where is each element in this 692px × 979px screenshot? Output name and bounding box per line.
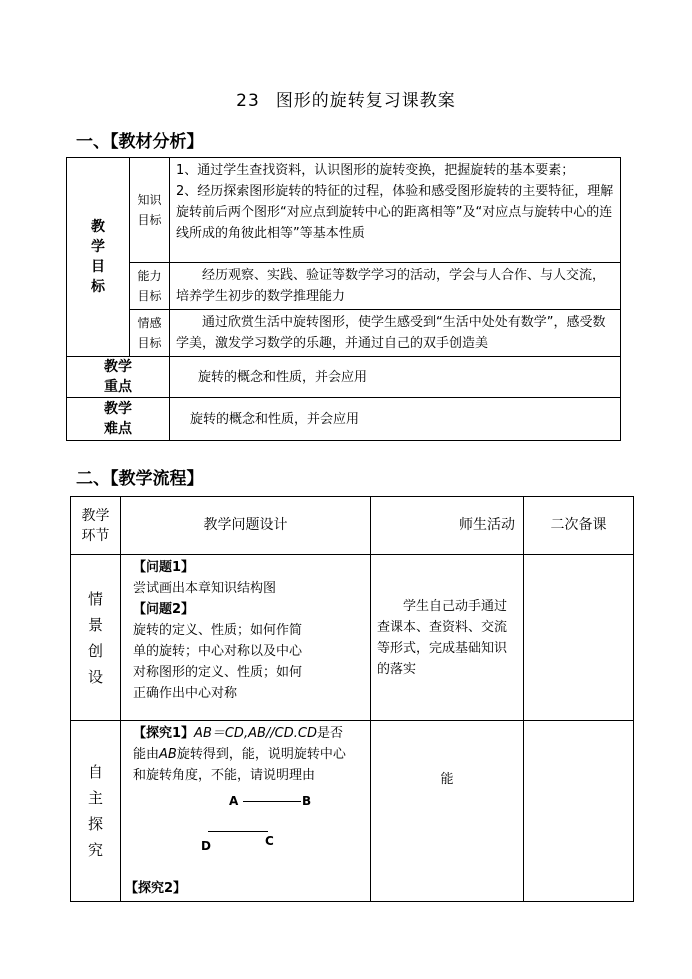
ability-goal-label: 能力目标 <box>130 263 170 310</box>
point-a-label: A <box>229 794 239 808</box>
exploration-second-prep <box>524 721 634 902</box>
header-design: 教学问题设计 <box>121 497 371 555</box>
header-second-prep: 二次备课 <box>524 497 634 555</box>
analysis-table <box>66 157 621 441</box>
scenario-activity: 学生自己动手通过查课本、查资料、交流等形式，完成基础知识的落实 <box>371 555 524 721</box>
exploration-2-label: 【探究2】 <box>125 881 187 896</box>
knowledge-goal-text: 1、通过学生查找资料，认识图形的旋转变换，把握旋转的基本要素； 2、经历探索图形旋转的特征的过程，体验和感受图形旋转的主要特征，理解旋转前后两个图形“对应点到旋转中心的距离相等”及“对应点与旋转中心的连线所成的角彼此相等”等基本性质 <box>170 158 621 263</box>
emotion-goal-label: 情感目标 <box>130 310 170 357</box>
difficulty-text: 旋转的概念和性质，并会应用 <box>170 398 621 441</box>
emotion-goal-text: 通过欣赏生活中旋转图形，使学生感受到“生活中处处有数学”，感受数学美，激发学习数学的乐趣，并通过自己的双手创造美 <box>170 310 621 357</box>
point-d-label: D <box>201 839 211 853</box>
exploration-1-text: 【探究1】AB＝CD,AB//CD.CD是否能由AB旋转得到，能，说明旋转中心和旋转角度，不能，请说明理由 <box>133 726 346 783</box>
segments-diagram <box>133 786 364 878</box>
header-activity: 师生活动 <box>371 497 524 555</box>
question-2-text: 旋转的定义、性质；如何作简单的旋转；中心对称以及中心对称图形的定义、性质；如何正确作出中心对称 <box>133 623 303 701</box>
question-1-label: 【问题1】 <box>133 560 195 575</box>
difficulty-label: 教学 难点 <box>67 398 170 441</box>
document-title <box>0 86 692 111</box>
key-point-label: 教学 重点 <box>67 357 170 398</box>
exploration-design <box>121 721 371 902</box>
segment-cd <box>208 831 268 832</box>
ability-goal-text: 经历观察、实践、验证等数学学习的活动，学会与人合作、与人交流，培养学生初步的数学推理能力 <box>170 263 621 310</box>
goals-label: 教 学 目 标 <box>67 158 130 357</box>
stage-exploration: 自 主 探 究 <box>71 721 121 902</box>
scenario-second-prep <box>524 555 634 721</box>
flow-table <box>70 496 634 902</box>
lesson-number: 23 <box>236 91 260 111</box>
knowledge-goal-label: 知识目标 <box>130 158 170 263</box>
point-c-label: C <box>265 834 274 848</box>
point-b-label: B <box>302 794 312 808</box>
stage-scenario: 情 景 创 设 <box>71 555 121 721</box>
section-heading-analysis: 一、【教材分析】 <box>76 132 204 152</box>
question-2-label: 【问题2】 <box>133 602 195 617</box>
header-stage: 教学 环节 <box>71 497 121 555</box>
question-1-text: 尝试画出本章知识结构图 <box>133 581 277 596</box>
key-point-text: 旋转的概念和性质，并会应用 <box>170 357 621 398</box>
scenario-design <box>121 555 371 721</box>
section-heading-flow: 二、【教学流程】 <box>76 469 204 489</box>
exploration-activity: 能 <box>371 721 524 902</box>
segment-ab <box>243 801 301 802</box>
lesson-title: 图形的旋转复习课教案 <box>275 91 456 111</box>
